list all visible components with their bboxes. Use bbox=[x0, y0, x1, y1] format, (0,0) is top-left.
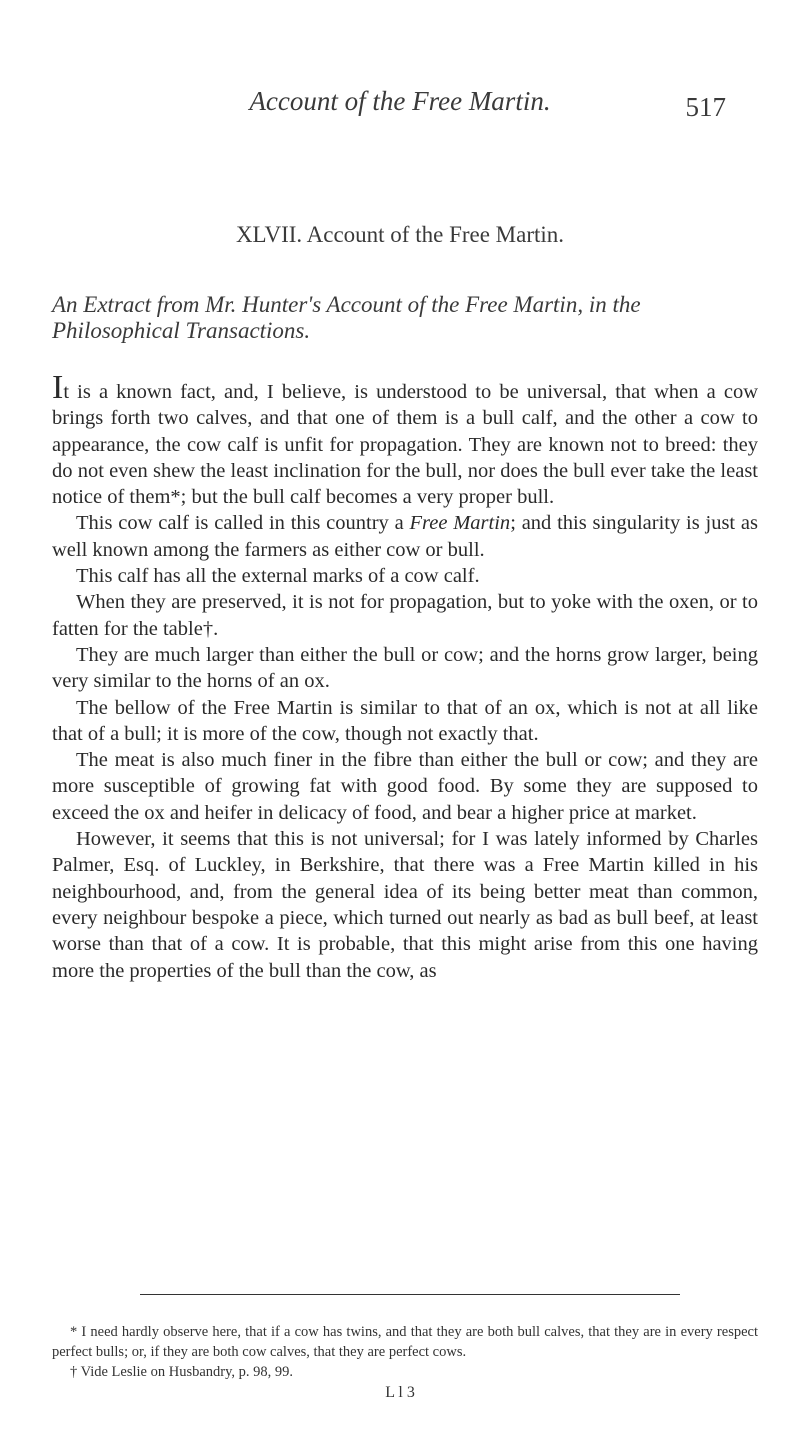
paragraph-2-text-b: ; and this singularity is just as well known among the farmers as either cow or bull. bbox=[52, 512, 759, 561]
page-number: 517 bbox=[685, 92, 726, 122]
body-text bbox=[52, 369, 759, 984]
footnote-divider bbox=[140, 1294, 680, 1295]
paragraph-4: When they are preserved, it is not for propagation, but to yoke with the oxen, or to fatten for the table†. bbox=[52, 591, 758, 640]
paragraph-1 bbox=[52, 369, 758, 510]
footnotes bbox=[52, 1322, 758, 1382]
running-head: Account of the Free Martin. bbox=[249, 86, 551, 116]
footnote-1: * I need hardly observe here, that if a cow has twins, and that they are both bull calves, that they are in every respect perfect bulls; or, if they are both cow calves, that they are perfect cows. bbox=[52, 1324, 758, 1360]
footnote-2: † Vide Leslie on Husbandry, p. 98, 99. bbox=[70, 1364, 294, 1380]
paragraph-6: The bellow of the Free Martin is similar to that of an ox, which is not at all like that of a bull; it is more of the cow, though not exactly that. bbox=[52, 696, 758, 745]
drop-cap: I bbox=[52, 369, 64, 406]
paragraph-3: This calf has all the external marks of a cow calf. bbox=[76, 565, 480, 588]
paragraph-1-text: t is a known fact, and, I believe, is understood to be universal, that when a cow brings forth two calves, and that one of them is a bull calf, and the other a cow to appearance, the cow calf is unfit for propagation. They are known not to breed: they do not even shew the least inclination for the bull, nor does the bull ever take the least notice of them*; but the bull calf becomes a very proper bull. bbox=[52, 381, 758, 509]
paragraph-2 bbox=[52, 510, 758, 563]
paragraph-8: However, it seems that this is not universal; for I was lately informed by Charles Palmer, Esq. of Luckley, in Berkshire, that there was a Free Martin killed in his neighbourhood, and, from the general idea of its being better meat than common, every neighbour bespoke a piece, which turned out nearly as bad as bull beef, at least worse than that of a cow. It is probable, that this might arise from this one having more the properties of the bull than the cow, as bbox=[52, 828, 758, 982]
article-subtitle: An Extract from Mr. Hunter's Account of the Free Martin, in the Philosophical Transactions. bbox=[52, 292, 641, 343]
paragraph-5: They are much larger than either the bull or cow; and the horns grow larger, being very similar to the horns of an ox. bbox=[52, 643, 758, 693]
free-martin-term: Free Martin bbox=[409, 512, 511, 535]
article-title: XLVII. Account of the Free Martin. bbox=[235, 222, 565, 247]
paragraph-7: The meat is also much finer in the fibre than either the bull or cow; and they are more susceptible of growing fat with good food. By some they are supposed to exceed the ox and heifer in delicacy of food, and bear a higher price at market. bbox=[52, 749, 758, 824]
signature-mark: L l 3 bbox=[385, 1384, 415, 1401]
paragraph-2-text-a: This cow calf is called in this country a bbox=[76, 512, 410, 535]
